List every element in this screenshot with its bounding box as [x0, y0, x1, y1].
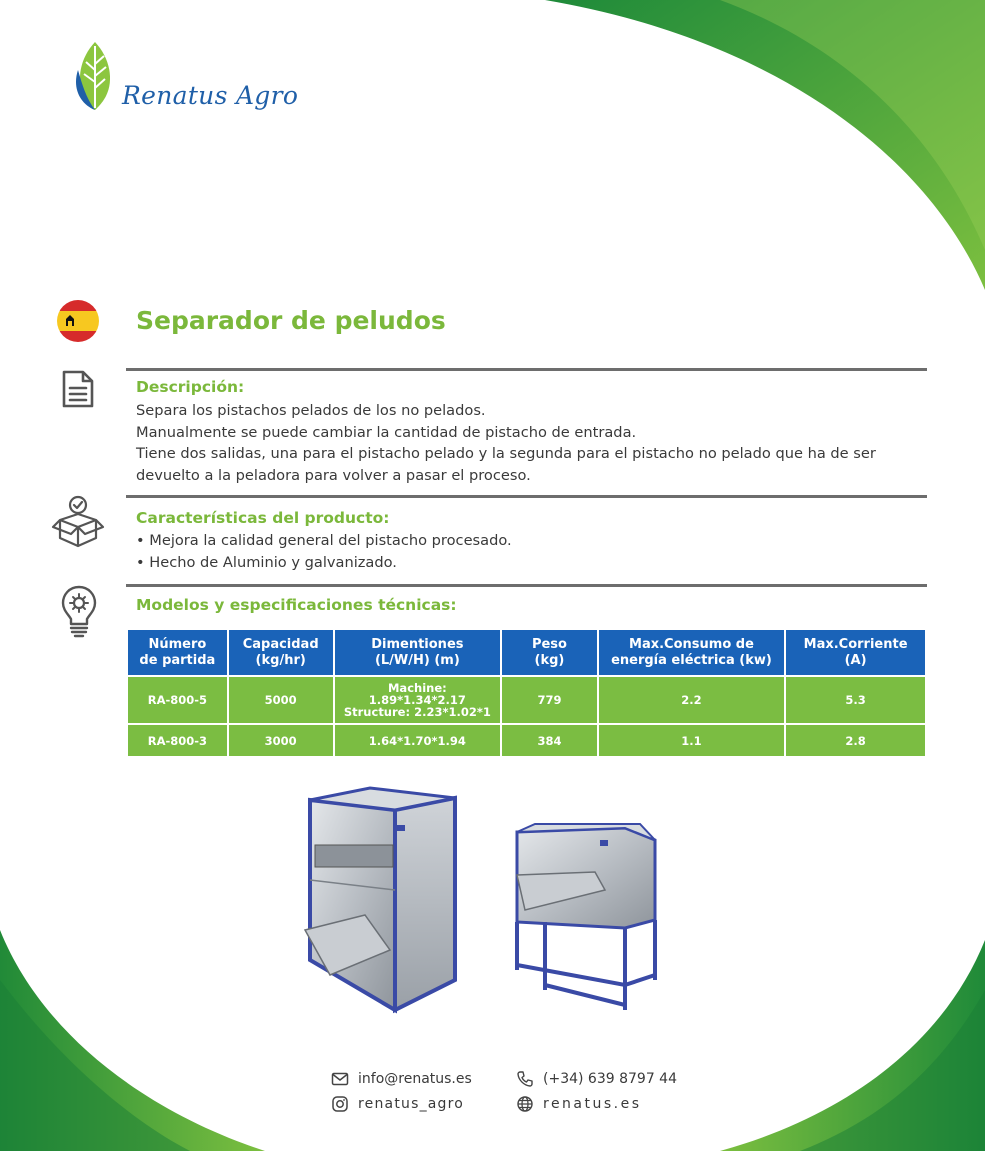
dimension-structure: Structure: 2.23*1.02*1 [343, 705, 491, 719]
cell-current: 2.8 [785, 724, 926, 757]
description-text [136, 400, 926, 486]
instagram-text: renatus_agro [358, 1096, 465, 1112]
cell-part: RA-800-5 [127, 676, 228, 724]
feature-item: • Mejora la calidad general del pistacho procesado. [136, 532, 512, 549]
globe-icon [516, 1095, 534, 1113]
col-header-power: Max.Consumo de energía eléctrica (kw) [598, 629, 785, 676]
cell-power: 1.1 [598, 724, 785, 757]
cell-dimensions: 1.64*1.70*1.94 [334, 724, 502, 757]
website-text: renatus.es [543, 1096, 642, 1112]
description-line: Separa los pistachos pelados de los no pelados. [136, 402, 486, 419]
phone-text: (+34) 639 8797 44 [543, 1071, 677, 1087]
specs-heading: Modelos y especificaciones técnicas: [136, 596, 457, 614]
leaf-logo-icon [74, 40, 116, 112]
machine-images [295, 780, 675, 1020]
table-header-row [127, 629, 926, 676]
cell-capacity: 3000 [228, 724, 334, 757]
cell-dimensions [334, 676, 502, 724]
col-header-current: Max.Corriente (A) [785, 629, 926, 676]
col-header-weight: Peso (kg) [501, 629, 598, 676]
description-line: devuelto a la peladora para volver a pasar el proceso. [136, 466, 531, 484]
spain-flag-icon [57, 300, 99, 342]
brand-name: Renatus Agro [122, 81, 299, 110]
instagram-icon [331, 1095, 349, 1113]
cell-weight: 384 [501, 724, 598, 757]
specs-table [126, 628, 927, 758]
feature-item: • Hecho de Aluminio y galvanizado. [136, 554, 397, 571]
cell-capacity: 5000 [228, 676, 334, 724]
description-heading: Descripción: [136, 378, 245, 396]
machine-ra-800-3 [517, 824, 655, 1010]
description-line: Manualmente se puede cambiar la cantidad de pistacho de entrada. [136, 423, 637, 441]
cell-weight: 779 [501, 676, 598, 724]
cell-power: 2.2 [598, 676, 785, 724]
dimension-machine: Machine: 1.89*1.34*2.17 [368, 681, 466, 707]
email-text: info@renatus.es [358, 1071, 472, 1087]
phone-icon [516, 1070, 534, 1088]
product-title: Separador de peludos [136, 306, 446, 335]
contact-email[interactable] [331, 1070, 472, 1088]
table-row [127, 676, 926, 724]
cell-current: 5.3 [785, 676, 926, 724]
cell-part: RA-800-3 [127, 724, 228, 757]
col-header-dimensions: Dimentiones (L/W/H) (m) [334, 629, 502, 676]
table-row [127, 724, 926, 757]
features-heading: Características del producto: [136, 509, 390, 527]
col-header-part: Número de partida [127, 629, 228, 676]
col-header-capacity: Capacidad (kg/hr) [228, 629, 334, 676]
machine-ra-800-5 [305, 788, 455, 1010]
contact-instagram[interactable] [331, 1095, 464, 1113]
mail-icon [331, 1070, 349, 1088]
features-list [136, 530, 926, 574]
section-divider [126, 584, 927, 587]
section-divider [126, 368, 927, 371]
contact-phone[interactable] [516, 1070, 677, 1088]
section-divider [126, 495, 927, 498]
description-line: Tiene dos salidas, una para el pistacho pelado y la segunda para el pistacho no pelado que ha de ser [136, 445, 876, 462]
brand-logo [74, 40, 298, 112]
lightbulb-gear-icon [59, 584, 99, 640]
box-check-icon [50, 494, 106, 550]
contact-website[interactable] [516, 1095, 642, 1113]
document-icon [61, 369, 95, 409]
